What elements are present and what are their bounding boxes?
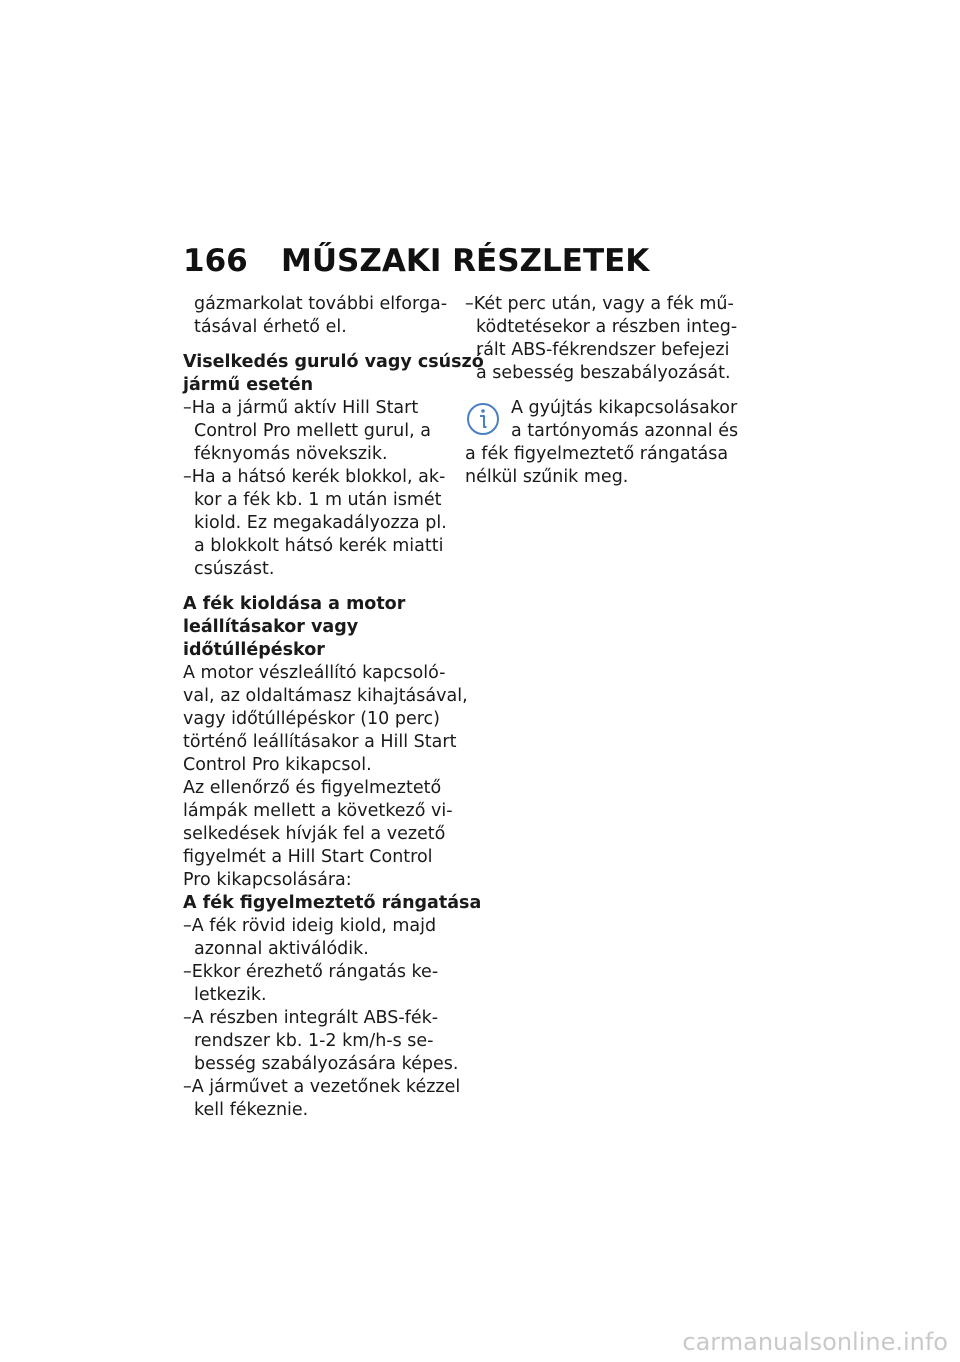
text-line: rendszer kb. 1-2 km/h-s se-: [194, 1031, 434, 1051]
text-line: kell fékeznie.: [194, 1100, 309, 1120]
page-header: [183, 240, 743, 282]
text-line: gázmarkolat további elforga-: [194, 294, 448, 314]
info-note: [465, 397, 739, 489]
text-line: rált ABS-fékrendszer befejezi: [476, 340, 730, 360]
text-line: vagy időtúllépéskor (10 perc): [183, 709, 440, 729]
text-line: történő leállításakor a Hill Start: [183, 732, 457, 752]
text-line: féknyomás növekszik.: [194, 444, 388, 464]
text-line: letkezik.: [194, 985, 267, 1005]
section-heading-warning-jerk: A fék figyelmeztető rángatása: [183, 893, 482, 913]
left-column: [183, 293, 484, 1122]
text-line: –A részben integrált ABS-fék-: [183, 1008, 439, 1028]
paragraph: [183, 777, 451, 892]
text-line: a sebesség beszabályozását.: [476, 363, 731, 383]
bullet-item: [183, 1076, 461, 1122]
page-number: 166: [183, 243, 248, 279]
right-column: [465, 293, 739, 489]
text-line: a tartónyomás azonnal és: [511, 421, 739, 441]
bullet-item: [183, 466, 451, 581]
bullet-item: [183, 1007, 459, 1076]
text-line: –Ekkor érezhető rángatás ke-: [183, 962, 439, 982]
text-line: kiold. Ez megakadályozza pl.: [194, 513, 447, 533]
text-line: –Ha a jármű aktív Hill Start: [183, 398, 419, 418]
text-line: a fék figyelmeztető rángatása: [465, 444, 729, 464]
text-line: a blokkolt hátsó kerék miatti: [194, 536, 444, 556]
continued-text: [183, 293, 451, 339]
text-line: azonnal aktiválódik.: [194, 939, 369, 959]
heading-line: Viselkedés guruló vagy csúszó: [183, 352, 484, 372]
paragraph: [183, 662, 468, 777]
text-line: kor a fék kb. 1 m után ismét: [194, 490, 442, 510]
text-line: tásával érhető el.: [194, 317, 347, 337]
text-line: –A fék rövid ideig kiold, majd: [183, 916, 437, 936]
text-line: csúszást.: [194, 559, 275, 579]
text-line: ködtetésekor a részben integ-: [476, 317, 738, 337]
text-line: besség szabályozására képes.: [194, 1054, 459, 1074]
bullet-item: [183, 961, 451, 1007]
text-line: Control Pro mellett gurul, a: [194, 421, 431, 441]
text-line: figyelmét a Hill Start Control: [183, 847, 433, 867]
bullet-item: [465, 293, 738, 385]
bullet-item: [183, 915, 451, 961]
text-line: A motor vészleállító kapcsoló-: [183, 663, 446, 683]
section-heading-brake-release: [183, 593, 451, 662]
text-line: –Két perc után, vagy a fék mű-: [465, 294, 734, 314]
heading-line: jármű esetén: [183, 375, 314, 395]
text-line: –Ha a hátsó kerék blokkol, ak-: [183, 467, 446, 487]
text-line: val, az oldaltámasz kihajtásával,: [183, 686, 468, 706]
text-line: Az ellenőrző és figyelmeztető: [183, 778, 442, 798]
text-line: selkedések hívják fel a vezető: [183, 824, 446, 844]
bullet-item: [183, 397, 451, 466]
text-line: Control Pro kikapcsol.: [183, 755, 372, 775]
watermark: carmanualsonline.info: [682, 1328, 948, 1356]
info-icon: [465, 399, 501, 439]
text-line: A gyújtás kikapcsolásakor: [511, 398, 738, 418]
page-title: MŰSZAKI RÉSZLETEK: [281, 243, 650, 279]
text-line: –A járművet a vezetőnek kézzel: [183, 1077, 461, 1097]
text-line: lámpák mellett a következő vi-: [183, 801, 453, 821]
heading-line: időtúllépéskor: [183, 640, 325, 660]
text-line: Pro kikapcsolására:: [183, 870, 352, 890]
text-line: nélkül szűnik meg.: [465, 467, 629, 487]
section-heading-rolling: [183, 351, 484, 397]
heading-line: A fék kioldása a motor: [183, 594, 406, 614]
heading-line: leállításakor vagy: [183, 617, 359, 637]
